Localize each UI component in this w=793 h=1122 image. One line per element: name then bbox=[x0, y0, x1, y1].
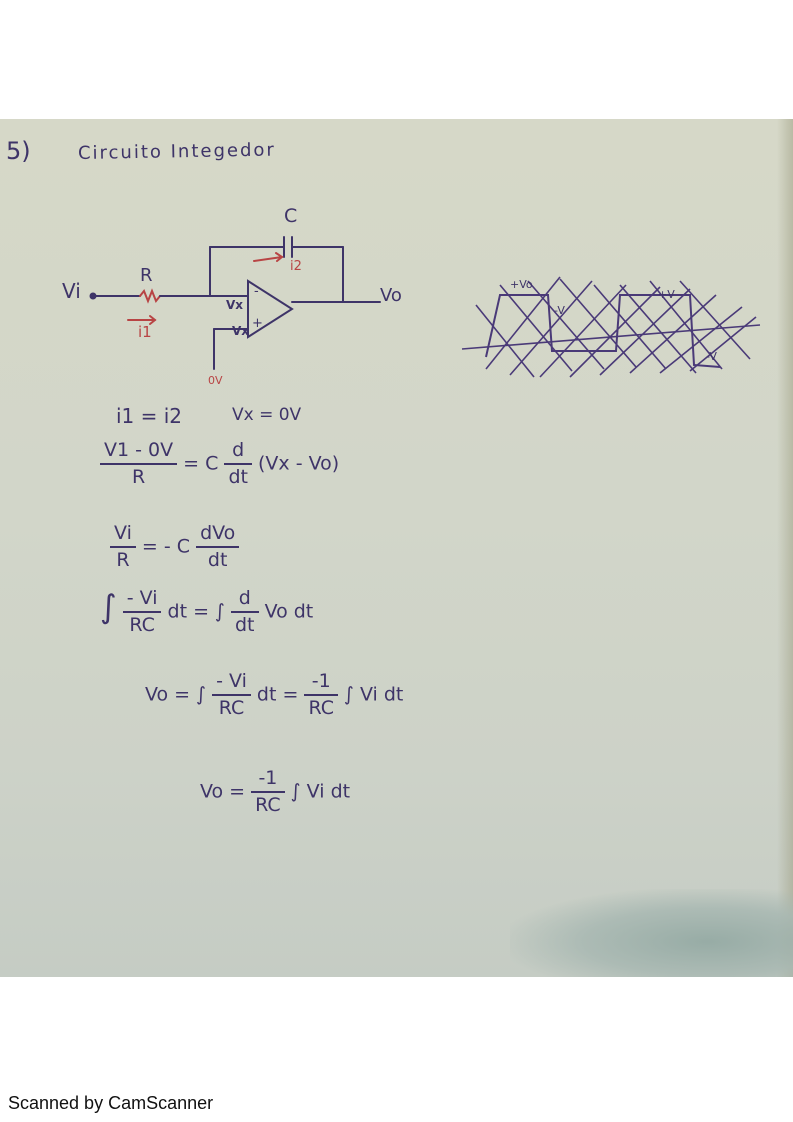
problem-number: 5) bbox=[6, 137, 31, 165]
equation-term: Vo dt bbox=[264, 600, 314, 623]
fraction bbox=[110, 524, 136, 570]
current-i1-label: i1 bbox=[138, 323, 152, 341]
current-i2-label: i2 bbox=[290, 259, 302, 274]
hatch-line bbox=[660, 307, 742, 373]
hatch-line bbox=[570, 287, 660, 377]
fraction bbox=[123, 589, 162, 635]
derivative-operator bbox=[231, 589, 259, 635]
equation-term: ∫ Vi dt bbox=[344, 683, 404, 706]
fraction-denominator: RC bbox=[255, 794, 281, 816]
derivative-numerator: d bbox=[231, 589, 259, 613]
derivative-operator bbox=[196, 524, 239, 570]
sketch-label-minus-v-right: -V bbox=[706, 350, 717, 363]
noninverting-node-label: Vx bbox=[232, 324, 250, 338]
scanned-paper bbox=[0, 119, 793, 977]
equation-term: ∫ Vi dt bbox=[290, 780, 351, 803]
fraction-numerator: V1 - 0V bbox=[100, 441, 177, 465]
equation-substituted-row bbox=[110, 524, 239, 570]
sketch-label-plus-v: +V bbox=[658, 288, 675, 301]
equation-currents-equal: i1 = i2 bbox=[116, 404, 183, 428]
fraction-numerator: - Vi bbox=[123, 589, 162, 613]
hatch-line bbox=[690, 317, 756, 371]
ground-label: 0V bbox=[208, 374, 223, 387]
derivative-numerator: d bbox=[224, 441, 252, 465]
derivative-denominator: dt bbox=[207, 549, 228, 571]
output-label: Vo bbox=[380, 285, 402, 306]
equation-term: (Vx - Vo) bbox=[258, 452, 340, 475]
integral-sign: ∫ bbox=[100, 587, 117, 626]
resistor-label: R bbox=[140, 265, 153, 286]
equation-term: dt = bbox=[256, 683, 299, 706]
fraction-numerator: - Vi bbox=[212, 672, 251, 696]
equation-term: Vo = ∫ bbox=[145, 683, 207, 706]
capacitor-label: C bbox=[284, 205, 298, 227]
fraction bbox=[251, 769, 285, 815]
sketch-label-minus-v: -V bbox=[554, 304, 565, 317]
fraction-denominator: R bbox=[116, 549, 130, 571]
inverting-sign: - bbox=[254, 284, 259, 299]
fraction-denominator: RC bbox=[218, 697, 245, 719]
inverting-node-label: Vx bbox=[226, 298, 244, 312]
hatch-line bbox=[500, 285, 572, 371]
equation-final-result-row bbox=[200, 769, 350, 815]
equation-operator: = C bbox=[183, 452, 219, 475]
noninverting-sign: + bbox=[252, 316, 263, 331]
derivative-denominator: dt bbox=[228, 466, 248, 488]
equation-integrate-both-sides-row bbox=[100, 589, 313, 635]
equation-kcl-row bbox=[100, 441, 339, 487]
derivative-operator bbox=[224, 441, 252, 487]
equation-solve-vo-row bbox=[145, 672, 403, 718]
resistor-symbol bbox=[140, 291, 160, 301]
fraction-numerator: -1 bbox=[304, 672, 338, 696]
fraction bbox=[100, 441, 177, 487]
derivative-denominator: dt bbox=[235, 614, 255, 636]
fraction-denominator: RC bbox=[129, 614, 155, 636]
sketch-label-plus-vo: +Vo bbox=[510, 278, 533, 291]
fraction bbox=[212, 672, 251, 718]
equation-operator: = - C bbox=[141, 535, 191, 558]
scanner-watermark: Scanned by CamScanner bbox=[8, 1093, 214, 1113]
fraction-denominator: RC bbox=[308, 697, 334, 719]
fraction bbox=[304, 672, 338, 718]
equation-term: Vo = bbox=[200, 780, 246, 803]
fraction-numerator: Vi bbox=[110, 524, 136, 548]
input-label: Vi bbox=[62, 279, 81, 303]
fraction-denominator: R bbox=[131, 466, 146, 488]
equation-virtual-ground: Vx = 0V bbox=[232, 405, 302, 425]
fraction-numerator: -1 bbox=[251, 769, 285, 793]
page-title: Circuito Integedor bbox=[77, 139, 277, 164]
equation-term: dt = ∫ bbox=[167, 600, 225, 623]
derivative-numerator: dVo bbox=[196, 524, 239, 548]
